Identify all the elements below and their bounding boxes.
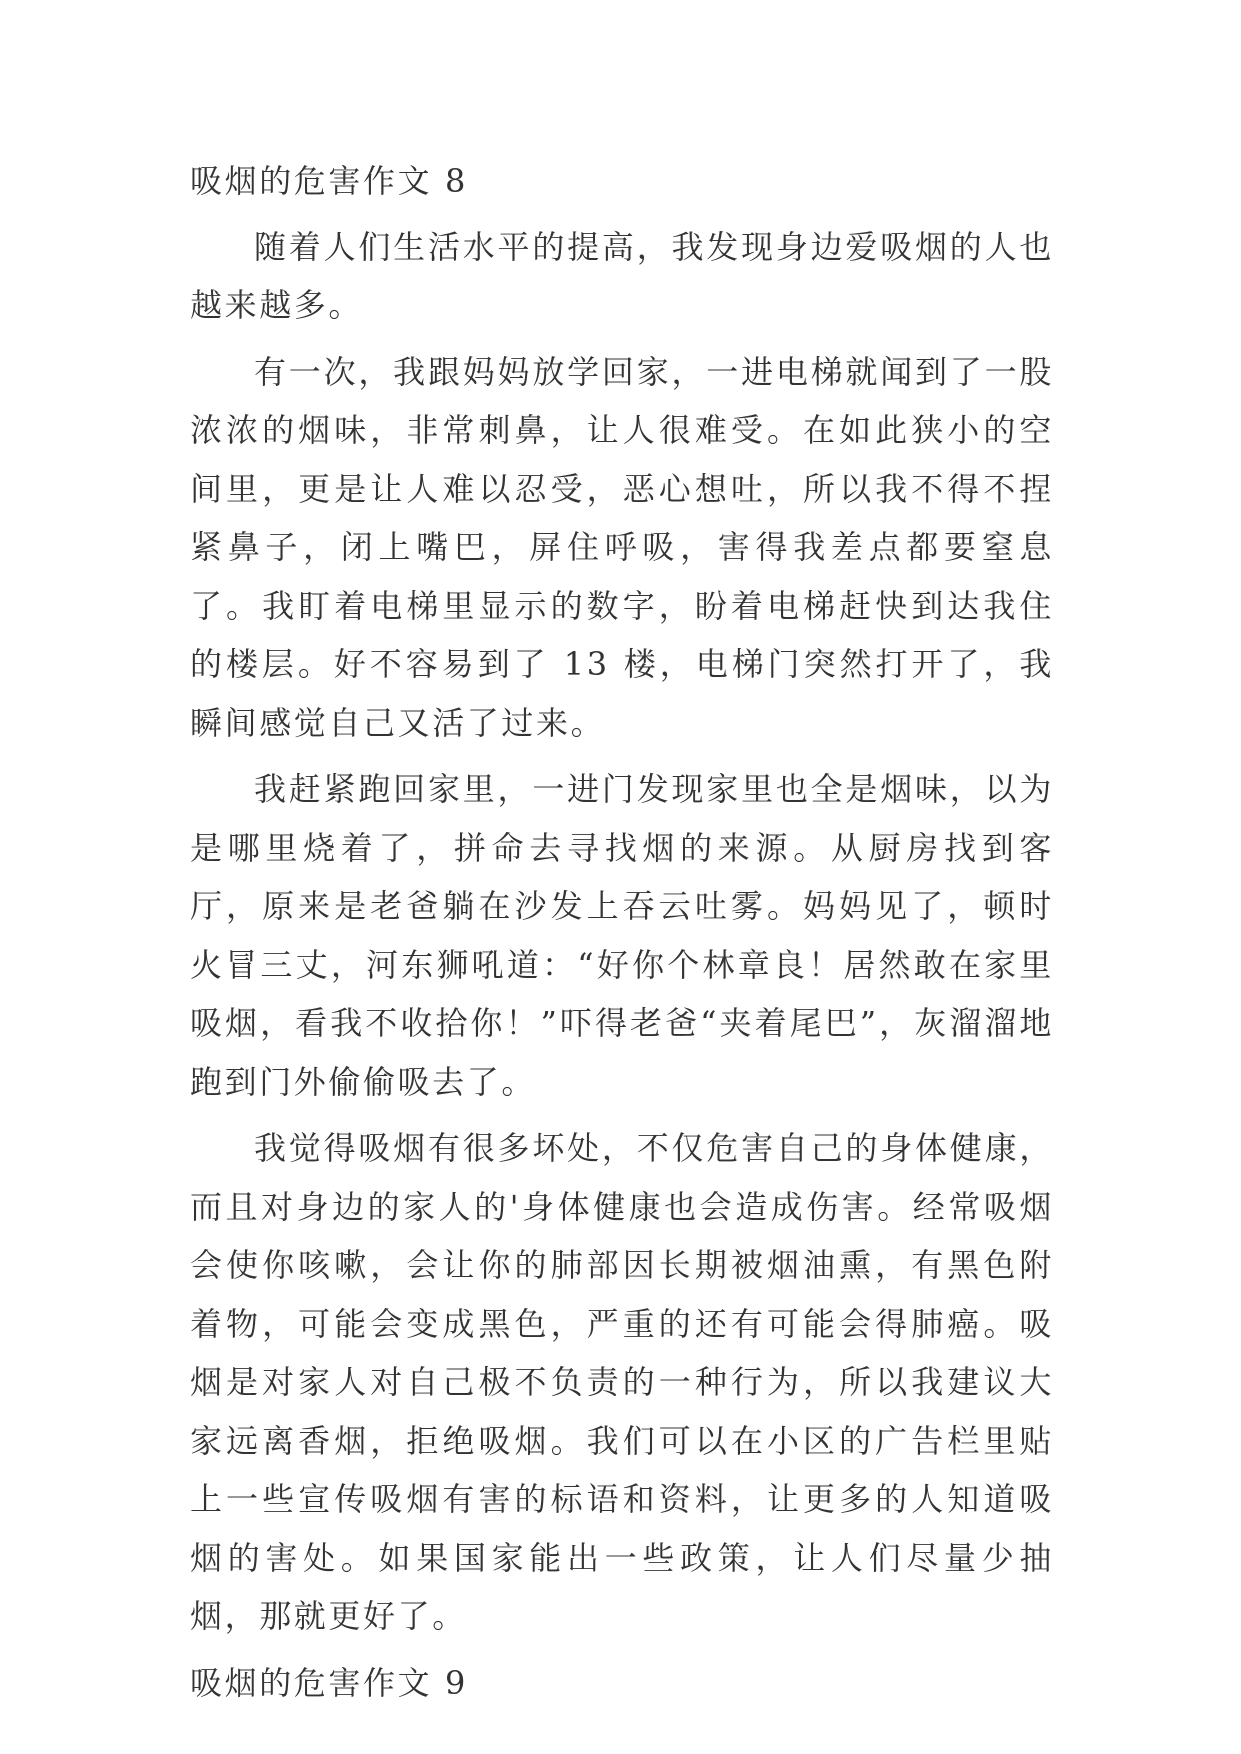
section-heading-9: 吸烟的危害作文 9 bbox=[190, 1663, 468, 1702]
paragraph-1: 随着人们生活水平的提高，我发现身边爱吸烟的人也越来越多。 bbox=[190, 227, 1054, 324]
paragraph-4: 我觉得吸烟有很多坏处，不仅危害自己的身体健康，而且对身边的家人的'身体健康也会造成伤害。经常吸烟会使你咳嗽，会让你的肺部因长期被烟油熏，有黑色附着物，可能会变成黑色，严重的还有可能会得肺癌。吸烟是对家人对自己极不负责的一种行为，所以我建议大家远离香烟，拒绝吸烟。我们可以在小区的广告栏里贴上一些宣传吸烟有害的标语和资料，让更多的人知道吸烟的害处。如果国家能出一些政策，让人们尽量少抽烟，那就更好了。 bbox=[190, 1129, 1054, 1635]
section-heading-8: 吸烟的危害作文 8 bbox=[190, 162, 468, 200]
paragraph-2: 有一次，我跟妈妈放学回家，一进电梯就闻到了一股浓浓的烟味，非常刺鼻，让人很难受。在如此狭小的空间里，更是让人难以忍受，恶心想吐，所以我不得不捏紧鼻子，闭上嘴巴，屏住呼吸，害得我差点都要窒息了。我盯着电梯里显示的数字，盼着电梯赶快到达我住的楼层。好不容易到了 13 楼，电梯门突然打开了，我瞬间感觉自己又活了过来。 bbox=[190, 352, 1054, 742]
document-body bbox=[190, 152, 1054, 1719]
paragraph-3: 我赶紧跑回家里，一进门发现家里也全是烟味，以为是哪里烧着了，拼命去寻找烟的来源。从厨房找到客厅，原来是老爸躺在沙发上吞云吐雾。妈妈见了，顿时火冒三丈，河东狮吼道：“好你个林章良！居然敢在家里吸烟，看我不收拾你！”吓得老爸“夹着尾巴”，灰溜溜地跑到门外偷偷吸去了。 bbox=[190, 770, 1054, 1101]
